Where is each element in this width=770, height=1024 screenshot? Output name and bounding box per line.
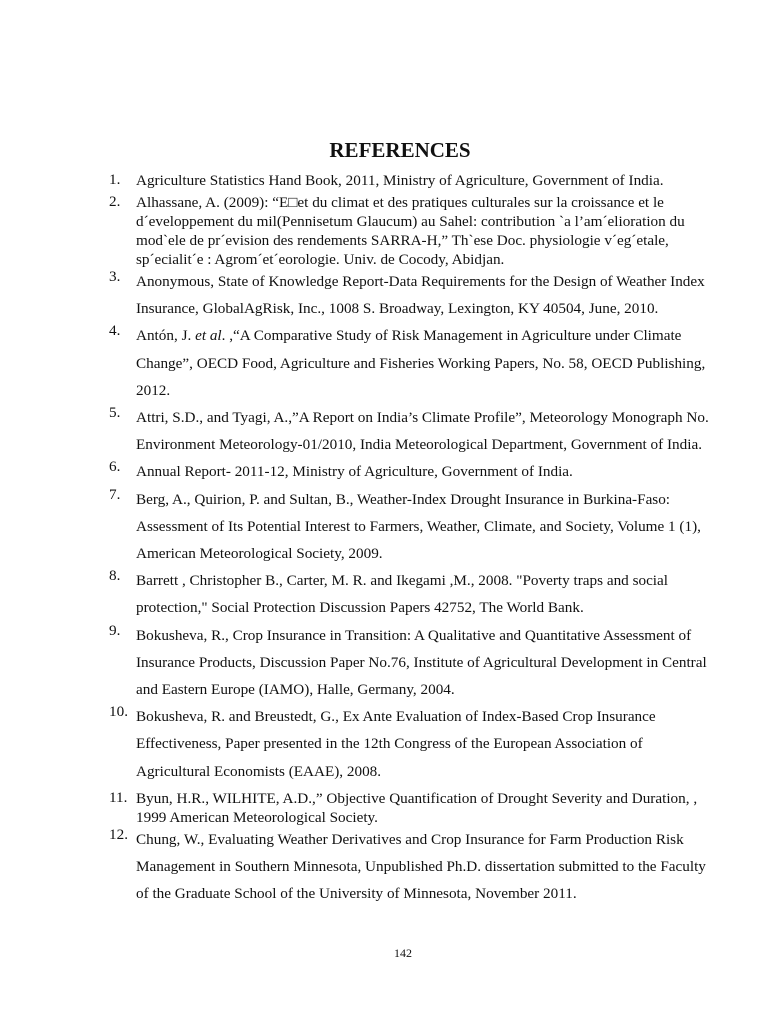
page-number: 142	[394, 946, 412, 960]
reference-item	[109, 826, 719, 908]
reference-line: Alhassane, A. (2009): “E□et du climat et des pratiques culturales sur la croissance et le	[136, 194, 664, 211]
reference-line	[136, 322, 719, 349]
reference-line: protection," Social Protection Discussion Papers 42752, The World Bank.	[136, 599, 584, 617]
reference-line: and Eastern Europe (IAMO), Halle, Germany, 2004.	[136, 681, 455, 699]
reference-number: 1.	[109, 171, 121, 188]
reference-item	[109, 171, 719, 190]
reference-line: Byun, H.R., WILHITE, A.D.,” Objective Quantification of Drought Severity and Duration, ,	[136, 789, 698, 807]
reference-item	[109, 789, 719, 827]
reference-item	[109, 322, 719, 404]
reference-title: . ,“A Comparative Study of Risk Management in Agriculture under Climate	[221, 327, 682, 345]
reference-number: 7.	[109, 485, 121, 503]
reference-item	[109, 404, 719, 458]
page-title: REFERENCES	[329, 138, 471, 162]
reference-number: 4.	[109, 322, 121, 340]
reference-author: Antón, J.	[136, 327, 196, 345]
reference-list	[109, 171, 719, 907]
reference-item	[109, 458, 719, 485]
reference-line: American Meteorological Society, 2009.	[136, 545, 383, 563]
reference-number: 2.	[109, 193, 121, 210]
reference-number: 11.	[109, 788, 128, 806]
reference-line: 2012.	[136, 381, 171, 399]
reference-number: 8.	[109, 567, 121, 585]
reference-number: 6.	[109, 458, 121, 476]
reference-line: Bokusheva, R. and Breustedt, G., Ex Ante Evaluation of Index-Based Crop Insurance	[136, 708, 656, 726]
reference-line: sp´ecialit´e : Agrom´et´eorologie. Univ. de Cocody, Abidjan.	[136, 251, 505, 268]
reference-line: Annual Report- 2011-12, Ministry of Agriculture, Government of India.	[136, 463, 573, 481]
reference-line: Agriculture Statistics Hand Book, 2011, Ministry of Agriculture, Government of India.	[136, 172, 664, 189]
reference-line: Barrett , Christopher B., Carter, M. R. and Ikegami ,M., 2008. "Poverty traps and social	[136, 572, 668, 590]
reference-et-al: et al	[195, 327, 222, 345]
reference-line: d´eveloppement du mil(Pennisetum Glaucum) au Sahel: contribution `a l’am´elioration du	[136, 213, 685, 230]
reference-number: 3.	[109, 268, 121, 285]
reference-line: Change”, OECD Food, Agriculture and Fisheries Working Papers, No. 58, OECD Publishing,	[136, 354, 706, 372]
reference-line: Bokusheva, R., Crop Insurance in Transition: A Qualitative and Quantitative Assessment of	[136, 626, 692, 644]
reference-number: 9.	[109, 621, 121, 639]
reference-line: Attri, S.D., and Tyagi, A.,”A Report on India’s Climate Profile”, Meteorology Monograph No.	[136, 409, 709, 427]
reference-line: Management in Southern Minnesota, Unpublished Ph.D. dissertation submitted to the Faculty	[136, 858, 706, 876]
reference-line: 1999 American Meteorological Society.	[136, 808, 378, 826]
reference-line: Insurance, GlobalAgRisk, Inc., 1008 S. Broadway, Lexington, KY 40504, June, 2010.	[136, 300, 659, 318]
reference-line: Insurance Products, Discussion Paper No.76, Institute of Agricultural Development in Central	[136, 653, 707, 671]
reference-number: 5.	[109, 404, 121, 422]
reference-line: of the Graduate School of the University of Minnesota, November 2011.	[136, 885, 577, 903]
reference-item	[109, 567, 719, 621]
reference-item	[109, 622, 719, 704]
reference-item	[109, 703, 719, 785]
reference-line: mod`ele de pr´evision des rendements SARRA-H,” Th`ese Doc. physiologie v´eg´etale,	[136, 232, 669, 249]
reference-number: 10.	[109, 703, 128, 721]
reference-line: Anonymous, State of Knowledge Report-Data Requirements for the Design of Weather Index	[136, 273, 705, 290]
reference-line: Effectiveness, Paper presented in the 12th Congress of the European Association of	[136, 735, 643, 753]
reference-line: Berg, A., Quirion, P. and Sultan, B., Weather-Index Drought Insurance in Burkina-Faso:	[136, 490, 671, 508]
reference-line: Agricultural Economists (EAAE), 2008.	[136, 762, 382, 780]
reference-item	[109, 486, 719, 568]
reference-item	[109, 193, 719, 269]
reference-line: Environment Meteorology-01/2010, India Meteorological Department, Government of India.	[136, 436, 703, 454]
reference-item	[109, 268, 719, 322]
reference-line: Assessment of Its Potential Interest to Farmers, Weather, Climate, and Society, Volume 1 (1),	[136, 517, 701, 535]
reference-number: 12.	[109, 825, 128, 843]
reference-line: Chung, W., Evaluating Weather Derivatives and Crop Insurance for Farm Production Risk	[136, 830, 684, 848]
